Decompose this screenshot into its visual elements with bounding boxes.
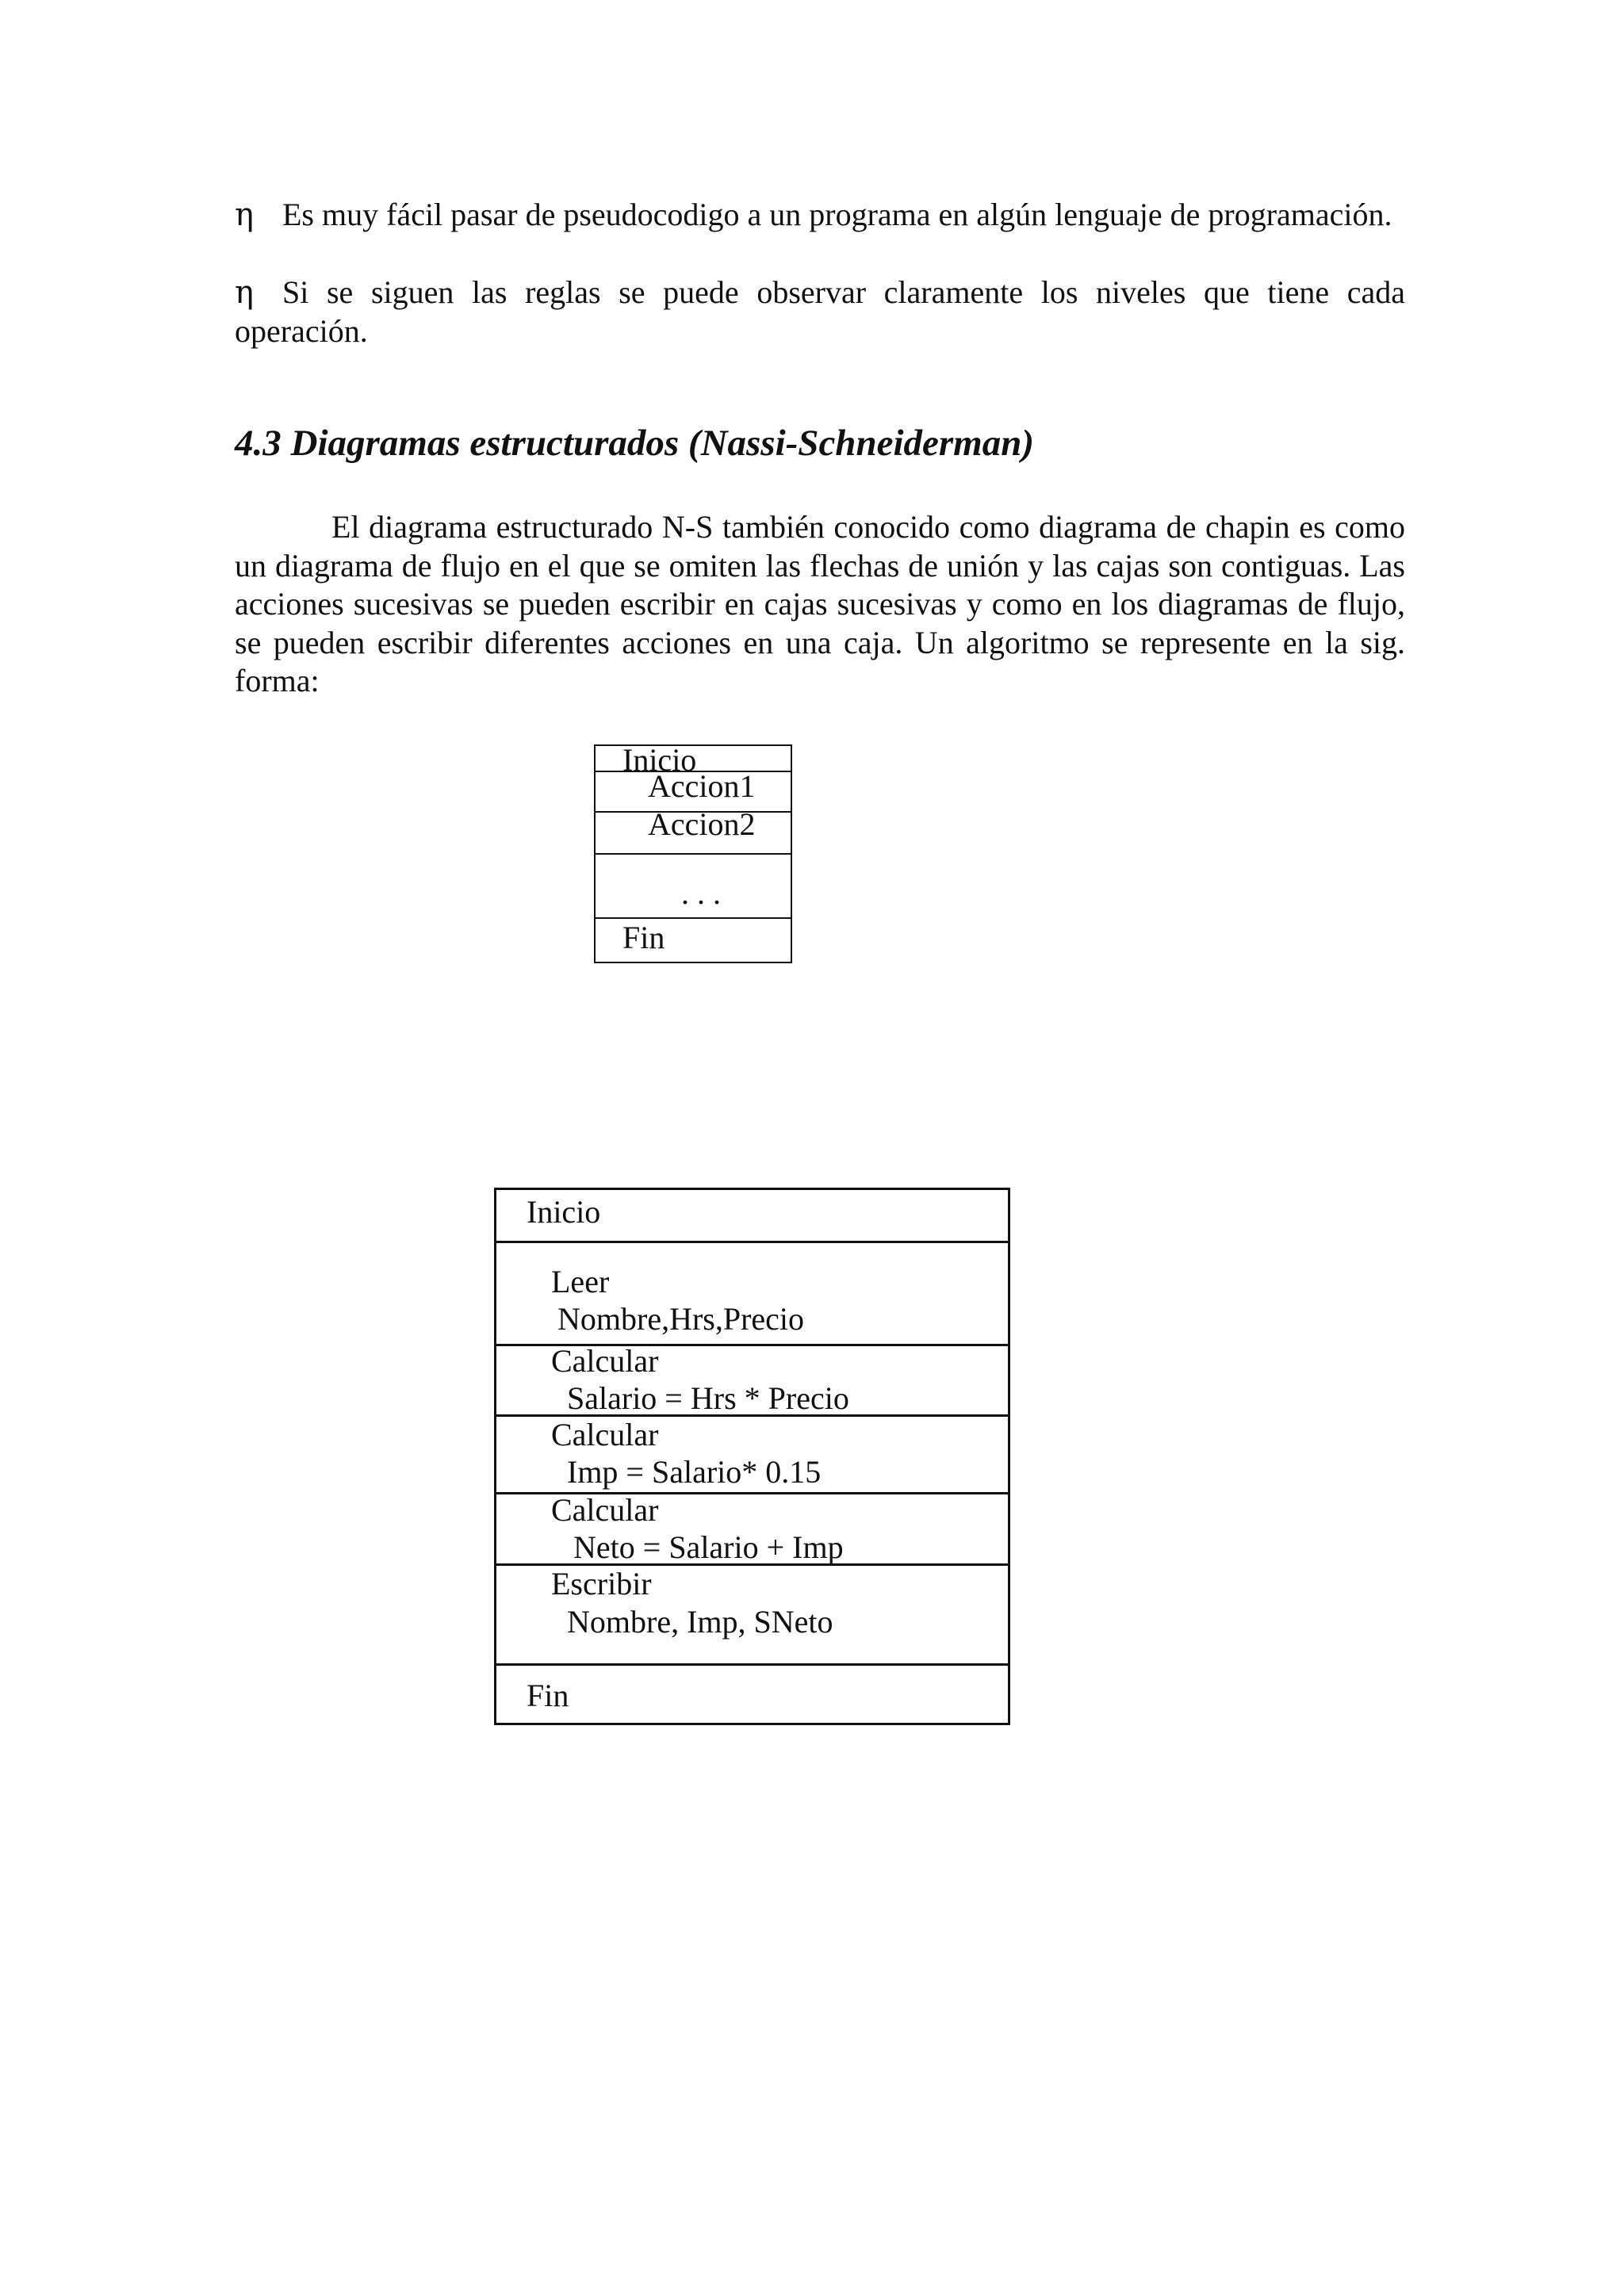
ns-step-verb: Escribir — [551, 1566, 652, 1601]
ns-step-write — [496, 1563, 1008, 1663]
ns-diagram-salary — [494, 1188, 1010, 1725]
divider — [596, 917, 791, 919]
ns-inicio-label: Inicio — [527, 1194, 601, 1230]
section-heading: 4.3 Diagramas estructurados (Nassi-Schneiderman) — [235, 423, 1034, 464]
ns-step-salario — [496, 1344, 1008, 1414]
ns-action-2: Accion2 — [648, 806, 756, 842]
ns-fin-label: Fin — [527, 1678, 569, 1713]
ns-step-neto — [496, 1492, 1008, 1563]
ns-step-detail: Nombre,Hrs,Precio — [557, 1301, 805, 1337]
ns-action-1: Accion1 — [648, 768, 756, 804]
ns-ellipsis: . . . — [681, 875, 721, 911]
ns-fin-label: Fin — [622, 920, 665, 955]
ns-step-detail: Neto = Salario + Imp — [573, 1529, 844, 1565]
ns-diagram-generic — [594, 744, 792, 963]
bullet-item-1 — [235, 196, 1405, 235]
divider — [596, 853, 791, 855]
ns-step-detail: Salario = Hrs * Precio — [567, 1380, 849, 1416]
ns-step-detail: Nombre, Imp, SNeto — [567, 1604, 833, 1640]
eta-bullet-icon: η — [235, 274, 254, 311]
ns-step-verb: Calcular — [551, 1492, 659, 1528]
ns-step-verb: Leer — [551, 1264, 610, 1299]
eta-bullet-icon: η — [235, 197, 254, 233]
ns-step-read — [496, 1241, 1008, 1344]
ns-step-verb: Calcular — [551, 1417, 659, 1452]
ns-inicio-label: Inicio — [622, 742, 697, 778]
divider — [496, 1663, 1008, 1666]
bullet-item-2 — [235, 274, 1405, 350]
bullet-text: Si se siguen las reglas se puede observar claramente los niveles que tiene cada operación. — [235, 274, 1405, 349]
ns-step-imp — [496, 1414, 1008, 1492]
ns-step-verb: Calcular — [551, 1343, 659, 1379]
body-paragraph: El diagrama estructurado N-S también conocido como diagrama de chapin es como un diagrama de flujo en el que se omiten las flechas de unión y las cajas son contiguas. Las acciones sucesivas se pueden escribir en cajas sucesivas y como en los diagramas de flujo, se pueden escribir diferentes acciones en una caja. Un algoritmo se represente en la sig. forma: — [235, 509, 1405, 698]
ns-step-detail: Imp = Salario* 0.15 — [567, 1454, 822, 1490]
bullet-text: Es muy fácil pasar de pseudocodigo a un programa en algún lenguaje de programación. — [282, 197, 1392, 232]
